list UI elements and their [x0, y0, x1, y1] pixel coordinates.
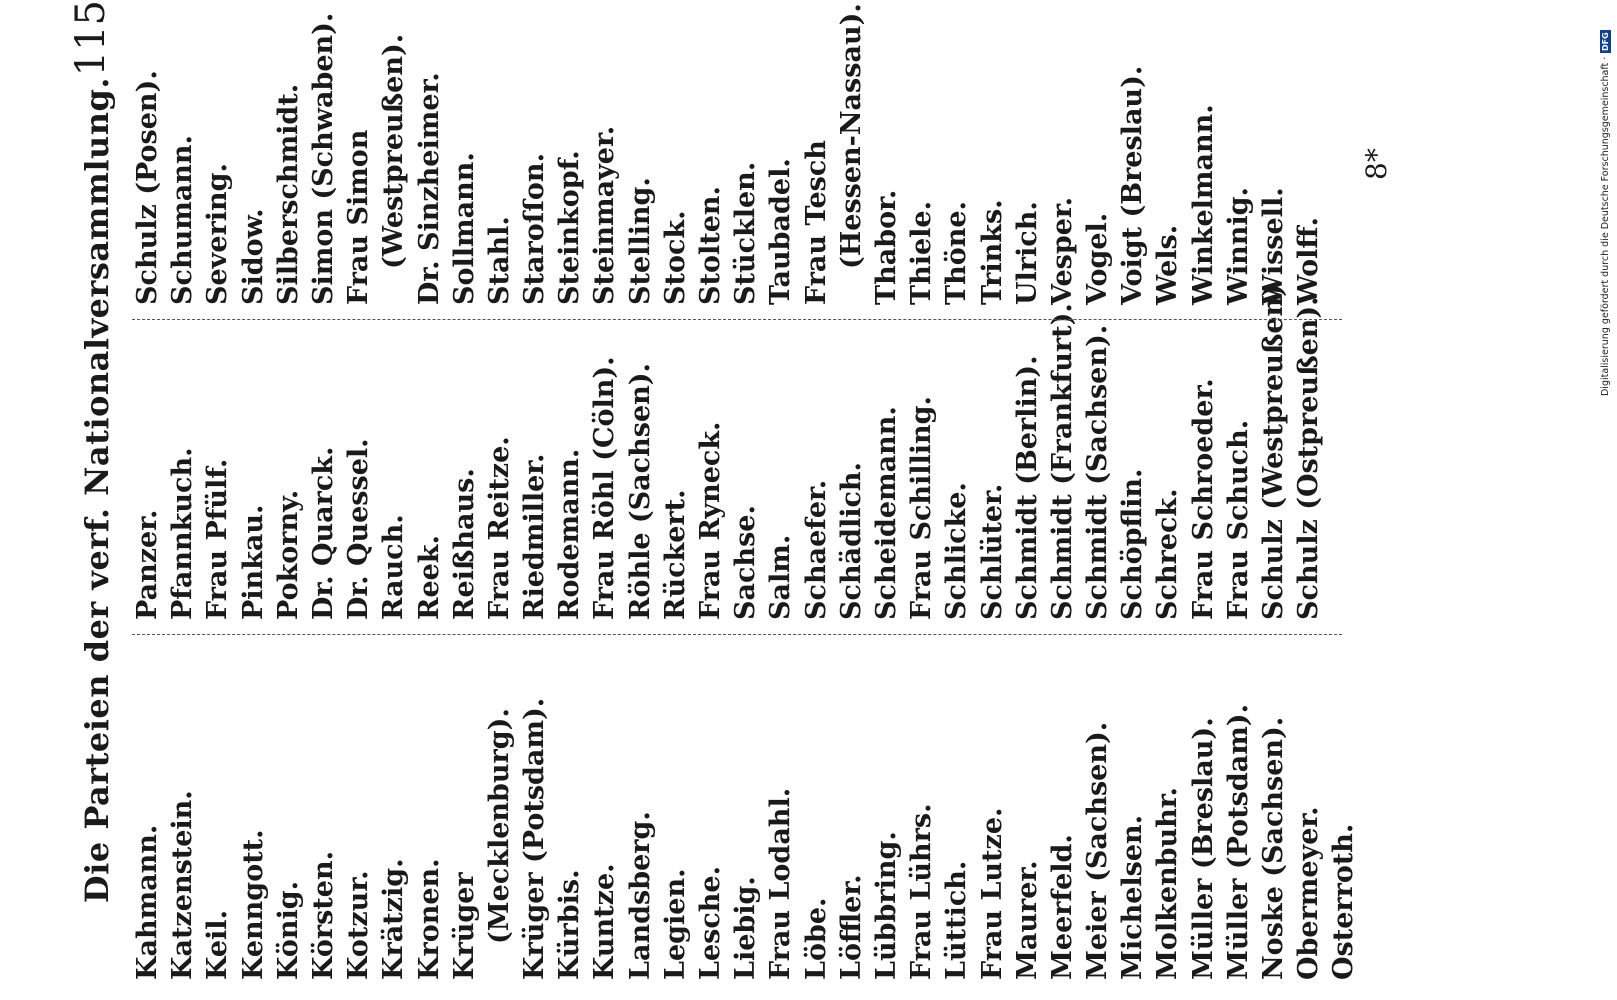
- member-name-entry: Kenngott.: [237, 829, 269, 980]
- member-name-entry: Noske (Sachsen).: [1258, 716, 1289, 980]
- member-name-entry: König.: [272, 880, 304, 980]
- member-name-entry: Ulrich.: [1011, 201, 1043, 305]
- member-name-entry: Pfannkuch.: [167, 447, 199, 620]
- member-name-entry: Schumann.: [167, 135, 199, 305]
- member-name-entry: Schulz (Posen).: [132, 70, 163, 305]
- member-name-entry: Stücklen.: [730, 161, 762, 305]
- dfg-logo: DFG: [1601, 32, 1610, 51]
- member-name-entry: Landsberg.: [624, 811, 656, 980]
- name-column-2: [130, 284, 1326, 620]
- member-name-entry: Schöpflin.: [1117, 468, 1149, 620]
- member-name-entry: Silberschmidt.: [272, 83, 304, 305]
- member-name-entry: Michelsen.: [1117, 814, 1149, 980]
- member-name-entry: Dr. Quarck.: [307, 446, 339, 620]
- member-name-entry: Frau Schroeder.: [1187, 378, 1219, 620]
- member-name-entry: Dr. Quessel.: [343, 438, 375, 620]
- member-name-entry: Maurer.: [1011, 860, 1043, 980]
- member-name-entry: Keil.: [202, 910, 234, 980]
- member-name-entry: Thöne.: [941, 201, 973, 305]
- member-name-entry: Trinks.: [976, 199, 1008, 305]
- member-name-entry: Frau Reitze.: [483, 436, 515, 620]
- member-name-entry: Simon (Schwaben).: [307, 12, 339, 305]
- member-name-entry: Schulz (Ostpreußen).: [1293, 296, 1325, 620]
- member-name-entry: Löffler.: [835, 874, 867, 980]
- member-name-entry: (Hessen-Nassau).: [835, 3, 867, 269]
- member-name-entry: Stolten.: [695, 186, 726, 305]
- member-name-entry: (Westpreußen).: [378, 33, 410, 269]
- page-title: Die Parteien der verf. Nationalversammlung.: [78, 76, 116, 904]
- rotated-book-page: [50, 0, 1393, 980]
- member-name-entry: Winkelmann.: [1187, 104, 1219, 305]
- member-name-entry: Thiele.: [906, 201, 938, 305]
- member-name-entry: Molkenbuhr.: [1152, 787, 1184, 980]
- member-name-entry: Sachse.: [730, 505, 762, 620]
- member-name-entry: Wissell.: [1258, 187, 1289, 305]
- column-divider: [132, 319, 1342, 320]
- member-name-entry: Frau Tesch: [800, 140, 832, 305]
- member-name-entry: Stelling.: [624, 177, 656, 305]
- member-name-entry: Frau Schilling.: [906, 396, 938, 620]
- member-name-entry: Frau Simon: [343, 129, 375, 305]
- member-name-entry: Pokorny.: [272, 489, 304, 620]
- member-name-entry: Frau Röhl (Cöln).: [589, 356, 621, 620]
- member-name-entry: Kronen.: [413, 858, 445, 980]
- member-name-entry: Sidow.: [237, 208, 269, 305]
- member-name-entry: Voigt (Breslau).: [1117, 65, 1149, 305]
- member-name-entry: Frau Lutze.: [976, 807, 1008, 980]
- member-name-entry: Kuntze.: [589, 863, 621, 980]
- member-name-entry: Kahmann.: [132, 824, 163, 980]
- member-name-entry: Schlüter.: [976, 483, 1008, 620]
- member-name-entry: Schlicke.: [941, 482, 973, 620]
- member-name-entry: Rückert.: [659, 489, 691, 620]
- member-name-entry: Schmidt (Sachsen).: [1082, 324, 1114, 620]
- member-name-entry: Thabor.: [870, 189, 902, 305]
- member-name-entry: Meerfeld.: [1046, 834, 1078, 980]
- member-name-entry: Frau Pfülf.: [202, 458, 234, 620]
- member-name-entry: Rodemann.: [554, 448, 586, 620]
- member-name-entry: Wolff.: [1293, 217, 1325, 305]
- member-name-entry: Lesche.: [695, 865, 726, 980]
- member-name-entry: Pinkau.: [237, 504, 269, 620]
- column-divider: [132, 634, 1342, 635]
- member-name-entry: Frau Ryneck.: [695, 421, 726, 620]
- member-name-entry: Körsten.: [307, 851, 339, 980]
- member-name-entry: Riedmiller.: [519, 453, 551, 620]
- name-column-1: [130, 690, 1362, 980]
- member-name-entry: Osterroth.: [1328, 823, 1360, 980]
- member-name-entry: Kürbis.: [554, 869, 586, 980]
- member-name-entry: Sollmann.: [448, 152, 480, 305]
- member-name-entry: Salm.: [765, 534, 797, 620]
- member-name-entry: Liebig.: [730, 876, 762, 980]
- member-name-entry: Schmidt (Berlin).: [1011, 355, 1043, 620]
- member-name-entry: Legien.: [659, 868, 691, 980]
- page-header: [68, 0, 128, 980]
- member-name-entry: Röhle (Sachsen).: [624, 363, 656, 620]
- member-name-entry: Katzenstein.: [167, 790, 199, 980]
- name-column-3: [130, 3, 1326, 305]
- member-name-entry: Stock.: [659, 210, 691, 305]
- member-name-entry: Stahl.: [483, 216, 515, 305]
- member-name-entry: Schädlich.: [835, 462, 867, 620]
- member-name-entry: Steinmayer.: [589, 125, 621, 305]
- member-name-entry: Steinkopf.: [554, 150, 586, 305]
- digitization-credit: [1600, 30, 1611, 396]
- member-name-entry: Müller (Breslau).: [1187, 717, 1219, 980]
- member-name-entry: Krätzig.: [378, 858, 410, 980]
- member-name-entry: Schreck.: [1152, 488, 1184, 620]
- member-name-entry: Dr. Sinzheimer.: [413, 72, 445, 305]
- member-name-entry: Frau Lodahl.: [765, 787, 797, 980]
- printer-signature-mark: 8*: [1360, 148, 1393, 180]
- member-name-entry: Kotzur.: [343, 870, 375, 980]
- member-name-entry: Löbe.: [800, 897, 832, 980]
- member-name-entry: Reek.: [413, 535, 445, 620]
- credit-text: Digitalisierung gefördert durch die Deutsche Forschungsgemeinschaft ·: [1600, 56, 1611, 397]
- member-name-entry: Winnig.: [1222, 187, 1254, 305]
- member-name-entry: Schaefer.: [800, 479, 832, 620]
- member-name-entry: Meier (Sachsen).: [1082, 721, 1114, 980]
- member-name-entry: Vesper.: [1046, 196, 1078, 305]
- member-name-entry: Frau Lührs.: [906, 803, 938, 980]
- member-name-entry: Severing.: [202, 163, 234, 305]
- page-number: 115: [68, 0, 114, 77]
- member-name-entry: Lübbring.: [870, 831, 902, 980]
- member-name-entry: Lüttich.: [941, 860, 973, 980]
- member-name-entry: Staroſſon.: [519, 153, 551, 305]
- member-name-entry: Obermeyer.: [1293, 806, 1325, 980]
- member-name-entry: Panzer.: [132, 509, 163, 620]
- member-name-entry: Wels.: [1152, 224, 1184, 305]
- member-name-entry: Schmidt (Frankfurt).: [1046, 303, 1078, 620]
- member-name-entry: Krüger: [448, 872, 480, 980]
- member-name-entry: (Mecklenburg).: [483, 708, 515, 944]
- member-name-entry: Rauch.: [378, 514, 410, 620]
- member-name-entry: Frau Schuch.: [1222, 419, 1254, 620]
- member-name-entry: Taubadel.: [765, 158, 797, 305]
- member-name-entry: Müller (Potsdam).: [1222, 704, 1254, 980]
- member-name-entry: Schulz (Westpreußen): [1258, 284, 1289, 620]
- member-name-entry: Reißhaus.: [448, 468, 480, 620]
- member-name-entry: Krüger (Potsdam).: [519, 697, 551, 980]
- member-name-entry: Vogel.: [1082, 212, 1114, 305]
- member-name-entry: Scheidemann.: [870, 406, 902, 620]
